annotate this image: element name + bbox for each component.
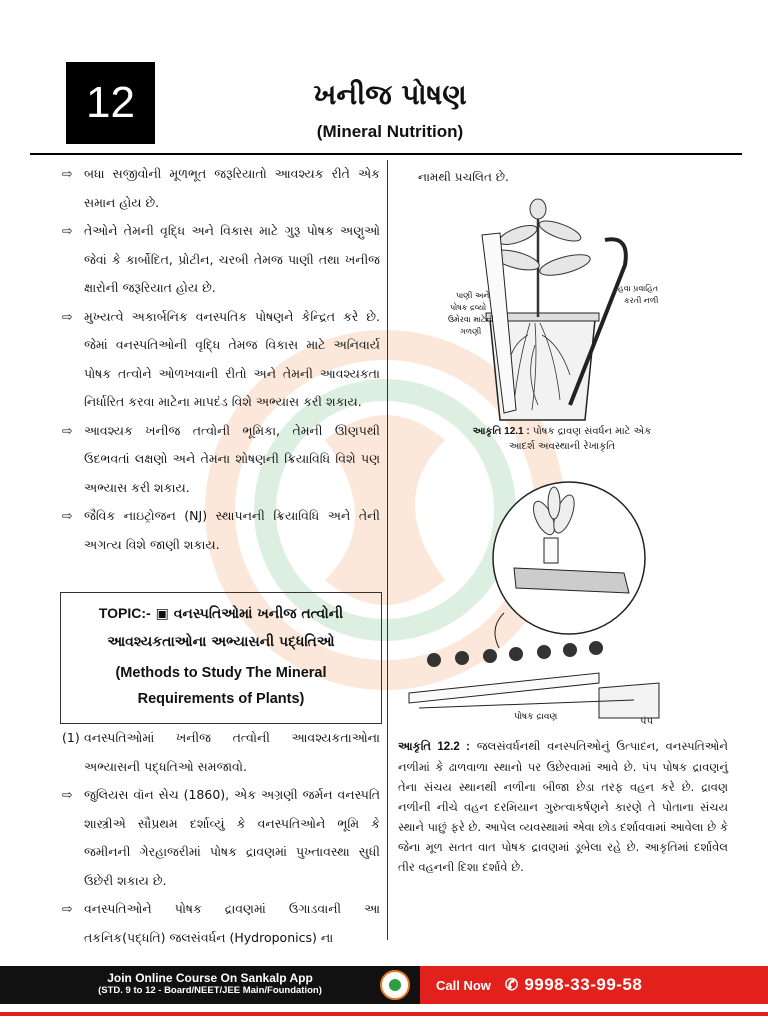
topic-title-line2: આવશ્યકતાઓના અભ્યાસની પદ્ધતિઓ: [107, 634, 335, 650]
phone-number[interactable]: 9998-33-99-58: [524, 975, 643, 994]
column-divider: [387, 160, 388, 940]
topic-title-line1: વનસ્પતિઓમાં ખનીજ તત્વોની: [173, 606, 344, 622]
header-rule: [30, 153, 742, 155]
footer-line2: (STD. 9 to 12 - Board/NEET/JEE Main/Foundation): [98, 985, 322, 996]
objective-item: ⇨ મુખ્યત્વે અકાર્બનિક વનસ્પતિક પોષણને કેન્દ્રિત કરે છે. જેમાં વનસ્પતિઓની વૃદ્ધિ તેમજ વિકાસ માટે અનિવાર્ય પોષક તત્વોને ઓળખવાની રીતો અને તેમની આવશ્યકતા નિર્ધારિત કરવા માટેના માપદંડ વિશે અભ્યાસ કરી શકાય.: [62, 303, 380, 417]
footer-banner: [0, 966, 768, 1004]
methods-point: ⇨ જુલિયસ વૉન સેચ (1860), એક અગ્રણી જર્મન વનસ્પતિ શાસ્ત્રીએ સૌપ્રથમ દર્શાવ્યું કે વનસ્પતિઓને ભૂમિ કે જમીનની ગેરહાજરીમાં પોષક દ્રાવણમાં પુખ્તાવસ્થા સુધી ઉછેરી શકાય છે.: [62, 781, 380, 895]
arrow-bullet-icon: ⇨: [62, 223, 73, 238]
objective-item: ⇨ આવશ્યક ખનીજ તત્વોની ભૂમિકા, તેમની ઊણપથી ઉદભવતાં લક્ષણો અને તેમના શોષણની ક્રિયાવિધિ વિશે પણ અભ્યાસ કરી શકાય.: [62, 417, 380, 503]
fig1-label-tube: પાણી અને: [456, 291, 490, 300]
footer-line1: Join Online Course On Sankalp App: [107, 971, 313, 985]
call-now-label: Call Now: [436, 977, 491, 993]
hydroponic-pot-figure: [420, 195, 660, 425]
arrow-bullet-icon: ⇨: [62, 166, 73, 181]
topic-english-line2: Requirements of Plants): [137, 691, 305, 707]
objective-item: ⇨ જૈવિક નાઇટ્રોજન (NJ) સ્થાપનની ક્રિયાવિધિ અને તેની અગત્ય વિશે જાણી શકાય.: [62, 502, 380, 559]
question-number: (1): [62, 730, 80, 745]
arrow-bullet-icon: ⇨: [62, 901, 73, 916]
fig1-label-tube: ગળણી: [460, 327, 482, 336]
arrow-bullet-icon: ⇨: [62, 422, 73, 438]
figure-12-2-caption: આકૃતિ 12.2 : જલસંવર્ધનથી વનસ્પતિઓનું ઉત્પાદન, વનસ્પતિઓને નળીમાં કે ઢાળવાળા સ્થાનો પર ઉછેરવામાં આવે છે. પંપ પોષક દ્રાવણનું તેના સંચય સ્થાનથી નળીના બીજા છેડા તરફ વહન કરે છે. દ્રાવણ નળીની નીચે વહન દરમિયાન ગુરુત્વાકર્ષણને કારણે તે પોતાના સંચય સ્થાને પાછું ફરે છે. આપેલ વ્યવસ્થામાં એવા છોડ દર્શાવવામાં આવેલા છે કે જેના મૂળ સતત વાત પોષક દ્રાવણમાં ડૂબેલા રહે છે. આકૃતિમાં દર્શાવેલ તીર વહનની દિશા દર્શાવે છે.: [398, 739, 728, 874]
methods-section: [62, 724, 380, 952]
methods-point: ⇨ વનસ્પતિઓને પોષક દ્રાવણમાં ઉગાડવાની આ તકનિક(પદ્ધતિ) જલસંવર્ધન (Hydroponics) ના: [62, 895, 380, 952]
chapter-number-badge: 12: [66, 62, 155, 144]
continuation-text: નામથી પ્રચલિત છે.: [418, 170, 509, 184]
footer-promo: [0, 966, 420, 1004]
arrow-bullet-icon: ⇨: [62, 308, 73, 324]
topic-marker-icon: ▣: [155, 606, 169, 622]
topic-prefix: TOPIC:-: [98, 605, 151, 621]
footer-call[interactable]: [420, 966, 768, 1004]
chapter-subtitle: (Mineral Nutrition): [316, 122, 464, 141]
sankalp-logo-icon: [380, 970, 410, 1000]
arrow-bullet-icon: ⇨: [62, 787, 73, 802]
objective-item: ⇨ તેઓને તેમની વૃદ્ધિ અને વિકાસ માટે ગુરૂ પોષક અણુઓ જેવાં કે કાર્બોદિત, પ્રોટીન, ચરબી તેમજ પાણી તથા ખનીજ ક્ષારોની જરૂરિયાત હોય છે.: [62, 217, 380, 303]
hydroponics-setup-figure: [404, 478, 666, 728]
footer-rule: [0, 1012, 768, 1016]
phone-icon: ✆: [504, 977, 519, 994]
chapter-title: ખનીજ પોષણ: [313, 78, 467, 111]
topic-box: [60, 592, 382, 724]
topic-english-line1: (Methods to Study The Mineral: [115, 665, 327, 681]
fig1-label-tube: ઉમેરવા માટેની: [448, 315, 494, 324]
fig1-label-air: કરતી નળી: [624, 296, 659, 305]
arrow-bullet-icon: ⇨: [62, 508, 73, 523]
figure-12-1-caption: આકૃતિ 12.1 : પોષક દ્રાવણ સંવર્ધન માટે એક આદર્શ અવસ્થાની રેખાકૃતિ: [472, 426, 652, 452]
objective-item: ⇨ બધા સજીવોની મૂળભૂત જરૂરિયાતો આવશ્યક રીતે એક સમાન હોય છે.: [62, 160, 380, 217]
fig1-label-air: હવા પ્રવાહિત: [618, 284, 659, 293]
methods-question: (1) વનસ્પતિઓમાં ખનીજ તત્વોની આવશ્યકતાઓના અભ્યાસની પદ્ધતિઓ સમજાવો.: [62, 724, 380, 781]
fig2-label-solution: પોષક દ્રાવણ: [514, 712, 558, 722]
fig2-label-pump: પંપ: [640, 716, 653, 727]
objectives-list: [62, 160, 380, 559]
fig1-label-tube: પોષક દ્રવ્યો: [450, 303, 487, 312]
